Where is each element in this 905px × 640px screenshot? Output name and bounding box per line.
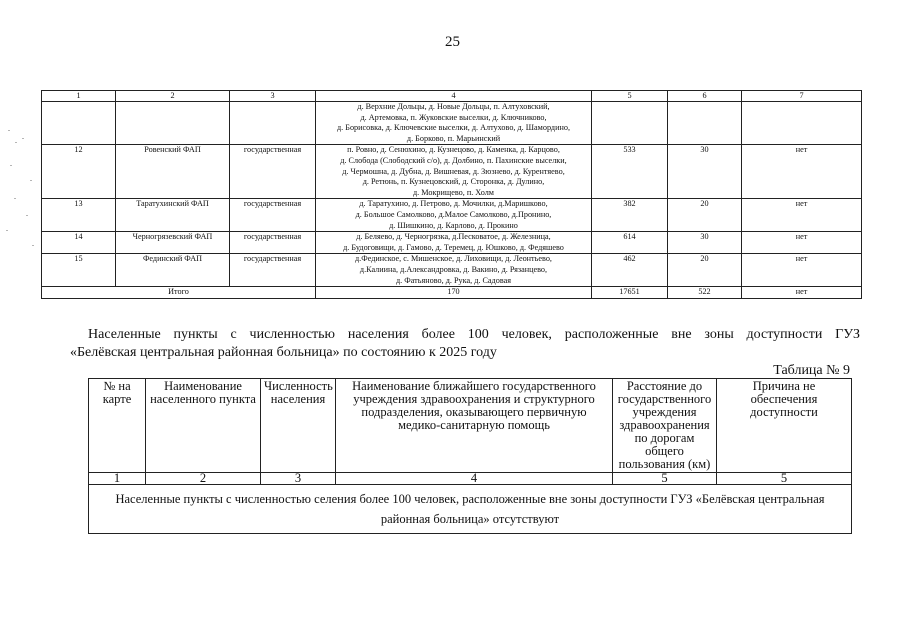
note-row: [89, 485, 852, 534]
settlements-list: [316, 254, 592, 287]
settlements-line: д. Ретюнь, п. Кузнецовский, д. Сторонка, д. Дулино,: [362, 177, 545, 187]
settlements-line: д. Мокрищево, п. Холм: [413, 187, 494, 197]
total-label: Итого: [42, 287, 316, 299]
page-number: 25: [445, 34, 460, 50]
population-value: 614: [592, 232, 668, 254]
settlements-line: д.Фединское, с. Мишенское, д. Лиховищи, д. Леонтьево,: [355, 254, 552, 264]
settlements-line: д. Таратухино, д. Петрово, д. Мочилки, д.Маришково,: [359, 199, 548, 209]
population-value: 462: [592, 254, 668, 287]
population-value: 382: [592, 199, 668, 232]
row-number: 14: [42, 232, 116, 254]
distance-value: 30: [668, 232, 742, 254]
distance-value: 20: [668, 199, 742, 232]
scan-noise-marks: [0, 120, 40, 260]
facility-name: Таратухинский ФАП: [116, 199, 230, 232]
settlements-line: д. Беляево, д. Черногрязка, д.Песковатое, д. Железница,: [356, 232, 551, 242]
settlements-line: д. Слобода (Слободский с/о), д. Долбино, п. Пахинские выселки,: [340, 155, 567, 165]
facility-name: [116, 102, 230, 145]
settlements-list: [316, 232, 592, 254]
other-value: нет: [742, 254, 862, 287]
total-population: 17651: [592, 287, 668, 299]
settlements-line: д. Борисовка, д. Ключевские выселки, д. Алтухово, д. Шамордино,: [336, 123, 570, 133]
distance-value: 20: [668, 254, 742, 287]
row-number: 12: [42, 145, 116, 199]
column-number: 2: [146, 473, 261, 485]
settlements-line: д. Большое Самолково, д.Малое Самолково, д.Пронино,: [355, 209, 552, 219]
ownership-type: [230, 102, 316, 145]
settlements-line: д. Фатьяново, д. Рука, д. Садовая: [396, 275, 511, 285]
column-number: 4: [336, 473, 613, 485]
ownership-type: государственная: [230, 145, 316, 199]
table-header-row: [42, 91, 862, 102]
other-value: нет: [742, 232, 862, 254]
column-number: 2: [116, 91, 230, 102]
absence-note: Населенные пункты с численностью селения более 100 человек, расположенные вне зоны доступности ГУЗ «Белёвская центральная районная больница» отсутствуют: [89, 485, 852, 534]
facilities-table: [41, 90, 862, 299]
ownership-type: государственная: [230, 254, 316, 287]
other-value: [742, 102, 862, 145]
row-number: 13: [42, 199, 116, 232]
facility-name: Ровенский ФАП: [116, 145, 230, 199]
ownership-type: государственная: [230, 199, 316, 232]
table-row: [42, 145, 862, 199]
total-row: [42, 287, 862, 299]
population-value: 533: [592, 145, 668, 199]
settlements-line: д.Калиина, д.Александровка, д. Вакино, д. Рязанцево,: [359, 264, 548, 274]
column-number: 3: [261, 473, 336, 485]
column-number: 6: [668, 91, 742, 102]
header-nearest-facility: Наименование ближайшего государственного учреждения здравоохранения и структурного подразделения, оказывающего первичную медико-санитарную помощь: [336, 379, 613, 473]
table-row: [42, 199, 862, 232]
ownership-type: государственная: [230, 232, 316, 254]
settlements-line: д. Верхние Дольцы, д. Новые Дольцы, п. Алтуховский,: [357, 102, 550, 111]
section-caption-line1: Населенные пункты с численностью населения более 100 человек, расположенные вне зоны доступности ГУЗ: [88, 327, 860, 342]
table-header-row: [89, 379, 852, 473]
header-map-number: № на карте: [89, 379, 146, 473]
header-population: Численность населения: [261, 379, 336, 473]
row-number: 15: [42, 254, 116, 287]
settlements-line: д. Будоговищи, д. Гамово, д. Теремец, д. Юшково, д. Федяшево: [343, 242, 564, 252]
column-number: 4: [316, 91, 592, 102]
column-number: 7: [742, 91, 862, 102]
settlements-line: д. Шишкино, д. Карлово, д. Прокино: [389, 220, 518, 230]
header-settlement-name: Наименование населенного пункта: [146, 379, 261, 473]
column-number: 1: [42, 91, 116, 102]
population-value: [592, 102, 668, 145]
settlements-list: [316, 102, 592, 145]
settlements-list: [316, 199, 592, 232]
outside-zone-table: [88, 378, 852, 534]
settlements-line: д. Борково, п. Марьинский: [406, 133, 501, 143]
distance-value: 30: [668, 145, 742, 199]
settlements-line: п. Ровно, д. Сенюхино, д. Кузнецово, д. Каменка, д. Карцово,: [347, 145, 560, 155]
table-row: [42, 102, 862, 145]
total-other: нет: [742, 287, 862, 299]
table-row: [42, 254, 862, 287]
other-value: нет: [742, 145, 862, 199]
table-row: [42, 232, 862, 254]
other-value: нет: [742, 199, 862, 232]
total-distance: 522: [668, 287, 742, 299]
header-reason: Причина не обеспечения доступности: [717, 379, 852, 473]
settlements-line: д. Артемовка, п. Жуковские выселки, д. Ключниково,: [360, 112, 547, 122]
column-numbers-row: [89, 473, 852, 485]
section-caption-line2: «Белёвская центральная районная больница» по состоянию к 2025 году: [70, 345, 497, 360]
column-number: 3: [230, 91, 316, 102]
column-number: 5: [592, 91, 668, 102]
distance-value: [668, 102, 742, 145]
settlements-line: д. Чермошна, д. Дубна, д. Вишневая, д. Зюзнево, д. Курентяево,: [342, 166, 565, 176]
column-number: 5: [613, 473, 717, 485]
column-number: 1: [89, 473, 146, 485]
settlements-list: [316, 145, 592, 199]
column-number: 5: [717, 473, 852, 485]
facility-name: Черногрязевский ФАП: [116, 232, 230, 254]
table-label: Таблица № 9: [773, 363, 850, 378]
header-distance: Расстояние до государственного учреждения здравоохранения по дорогам общего пользования (км): [613, 379, 717, 473]
facility-name: Фединский ФАП: [116, 254, 230, 287]
row-number: [42, 102, 116, 145]
total-settlements: 170: [316, 287, 592, 299]
